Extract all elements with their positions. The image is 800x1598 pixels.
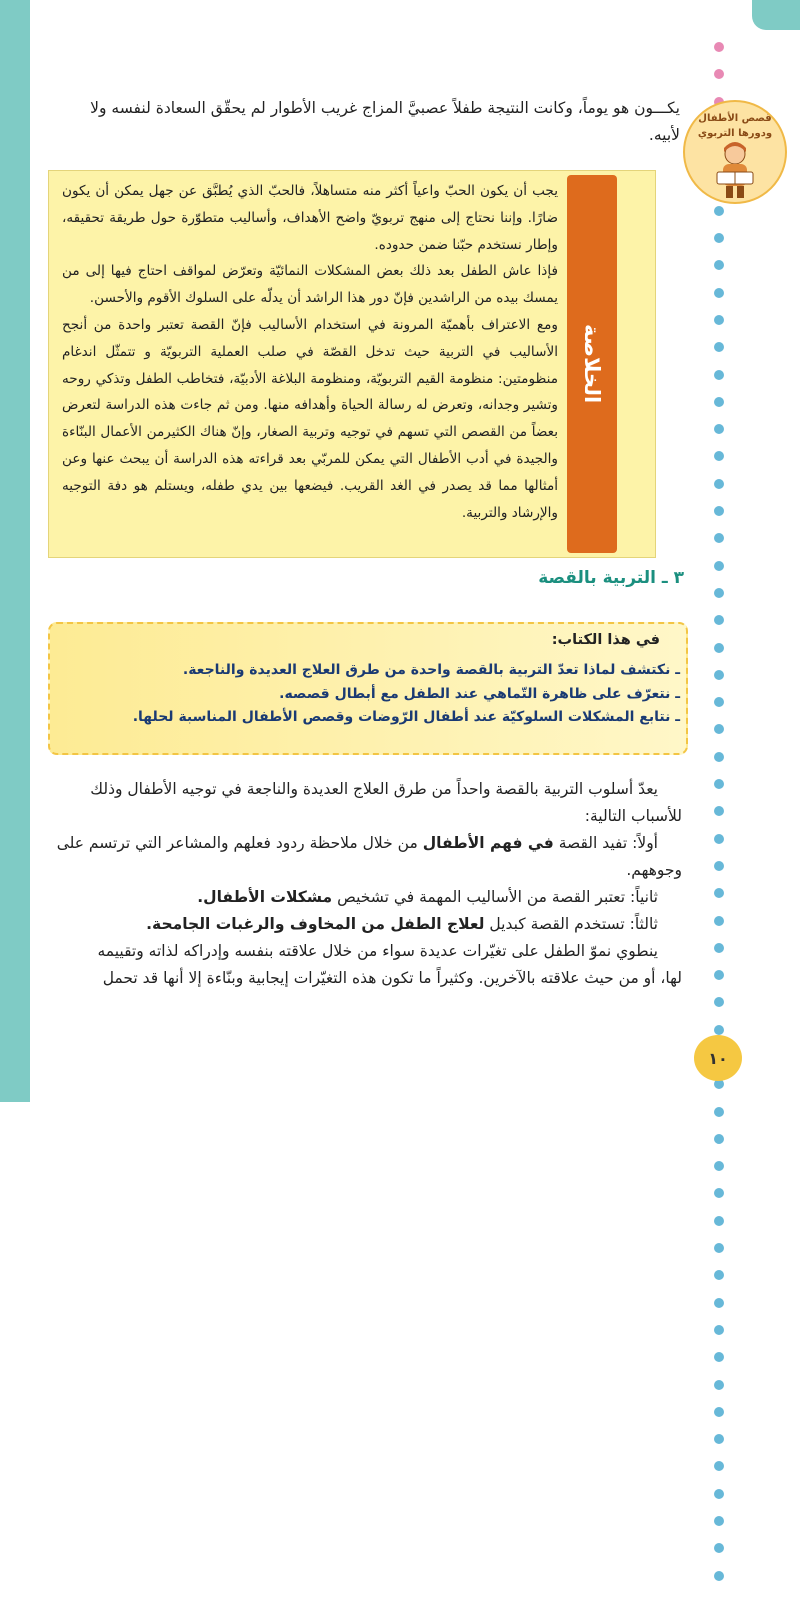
margin-dot: [714, 561, 724, 571]
reason-first-rest: من خلال ملاحظة ردود فعلهم والمشاعر التي ترتسم على: [56, 834, 423, 852]
margin-dot: [714, 615, 724, 625]
margin-dot: [714, 724, 724, 734]
objective-item: ـ نتابع المشكلات السلوكيّة عند أطفال الرّوضات وقصص الأطفال المناسبة لحلها.: [132, 709, 680, 725]
margin-dot: [714, 1243, 724, 1253]
margin-dot: [714, 1461, 724, 1471]
margin-dot: [714, 1380, 724, 1390]
margin-dot: [714, 943, 724, 953]
margin-dot: [714, 506, 724, 516]
body-para2-line2: لها، أو من حيث علاقته بالآخرين. وكثيراً ما تكون هذه التغيّرات إيجابية وبنّاءة إلا أنها قد تحمل: [102, 969, 682, 987]
margin-dot: [714, 1107, 724, 1117]
margin-dot: [714, 997, 724, 1007]
margin-dot: [714, 206, 724, 216]
body-para1-line2: للأسباب التالية:: [584, 807, 682, 825]
reason-second: [40, 884, 682, 911]
margin-dot: [714, 1216, 724, 1226]
page-number: ١٠: [694, 1035, 742, 1081]
margin-dot: [714, 42, 724, 52]
margin-dot: [714, 1571, 724, 1581]
margin-dot: [714, 1489, 724, 1499]
logo-title: [685, 111, 785, 141]
margin-dot: [714, 834, 724, 844]
reason-first: [40, 830, 682, 857]
margin-dot: [714, 1543, 724, 1553]
margin-dot: [714, 970, 724, 980]
dotted-margin: [714, 42, 724, 1598]
child-reading-icon: [711, 140, 759, 202]
section-heading: ٣ ـ التربية بالقصة: [538, 568, 684, 588]
margin-dot: [714, 1025, 724, 1035]
body-para2-line1: ينطوي نموّ الطفل على تغيّرات عديدة سواء من خلال علاقته بنفسه وإدراكه لذاته وتقييمه: [97, 942, 658, 960]
margin-dot: [714, 697, 724, 707]
margin-dot: [714, 233, 724, 243]
margin-dot: [714, 1188, 724, 1198]
summary-paragraph-2: فإذا عاش الطفل بعد ذلك بعض المشكلات النمائيّة وتعرّض لمواقف احتاج فيها إلى من يمسك بيده من الراشدين فإنّ دور هذا الراشد أن يدلّه على السلوك الأقوم والأحسن.: [62, 263, 558, 307]
margin-dot: [714, 588, 724, 598]
body-text: [40, 776, 682, 992]
summary-paragraph-3: ومع الاعتراف بأهميّة المرونة في استخدام الأساليب فإنّ القصة تعتبر واحدة من أنجح الأساليب في التربية حيث تدخل القصّة في صلب العملية التربويّة و تتمثّل اندغام منظومتين: منظومة القيم التربويّة، ومنظومة البلاغة الأدبيّة، فتخاطب الطفل وتذكي روحه وتشير وجدانه، وتعرض له رسالة الحياة وأهدافه منها. ومن ثم جاءت هذه الدراسة لتعرض بعضاً من القصص التي تسهم في توجيه وتربية الصغار، وإنّ هناك الكثيرمن الأعمال البنّاءة والجيدة في أدب الأطفال التي يمكن للمربّي بعد قراءته هذه الدراسة أن يبحث عنها وعن أمثالها مما قد يصدر في الغد القريب. فيضعها بين يدي طفله، ويستلم هو دفة التوجيه والإرشاد والتربية.: [62, 316, 558, 521]
top-right-tab: [752, 0, 800, 30]
objective-item: ـ نكتشف لماذا تعدّ التربية بالقصة واحدة من طرق العلاج العديدة والناجعة.: [182, 662, 680, 678]
margin-dot: [714, 779, 724, 789]
intro-paragraph: [60, 95, 680, 149]
margin-dot: [714, 451, 724, 461]
margin-dot: [714, 342, 724, 352]
summary-text: [62, 178, 558, 526]
objectives-list: [80, 659, 680, 730]
reason-third-bold: لعلاج الطفل من المخاوف والرغبات الجامحة.: [146, 915, 485, 933]
margin-dot: [714, 916, 724, 926]
margin-dot: [714, 1516, 724, 1526]
margin-dot: [714, 315, 724, 325]
body-para1-line1: يعدّ أسلوب التربية بالقصة واحداً من طرق العلاج العديدة والناجعة في توجيه الأطفال وذلك: [90, 780, 658, 798]
reason-first-prefix: أولاً: تفيد القصة: [553, 834, 658, 852]
summary-paragraph-1: يجب أن يكون الحبّ واعياً أكثر منه متساهلاً، فالحبّ الذي يُطبَّق عن جهل يمكن أن يكون ضارًا. وإننا نحتاج إلى منهج تربويّ واضح الأهداف، وأساليب متطوّرة حول طريقة تحقيقه، وإطار نستخدم حبّنا ضمن حدوده.: [62, 183, 558, 253]
margin-dot: [714, 1352, 724, 1362]
logo-title-line1: قصص الأطفال: [698, 113, 772, 124]
summary-label-text: الخلاصة: [580, 324, 604, 404]
reason-third-prefix: ثالثاً: تستخدم القصة كبديل: [484, 915, 658, 933]
margin-dot: [714, 1161, 724, 1171]
margin-dot: [714, 533, 724, 543]
reason-first-bold: في فهم الأطفال: [422, 834, 554, 852]
margin-dot: [714, 288, 724, 298]
margin-dot: [714, 479, 724, 489]
margin-dot: [714, 670, 724, 680]
series-logo: [683, 100, 787, 204]
margin-dot: [714, 1407, 724, 1417]
reason-first-line2: وجوههم.: [626, 861, 682, 879]
margin-dot: [714, 806, 724, 816]
margin-dot: [714, 69, 724, 79]
objectives-title: في هذا الكتاب:: [551, 632, 660, 648]
objective-item: ـ نتعرّف على ظاهرة التّماهي عند الطفل مع أبطال قصصه.: [279, 685, 680, 702]
intro-line-1: يكـــون هو يوماً، وكانت النتيجة طفلاً عصبيَّ المزاج غريب الأطوار لم يحقّق السعادة لنفسه ولا: [90, 99, 680, 117]
reason-third: [40, 911, 682, 938]
margin-dot: [714, 752, 724, 762]
margin-dot: [714, 397, 724, 407]
intro-line-2: لأبيه.: [648, 126, 680, 144]
margin-dot: [714, 1270, 724, 1280]
margin-dot: [714, 1325, 724, 1335]
margin-dot: [714, 643, 724, 653]
margin-dot: [714, 370, 724, 380]
reason-second-prefix: ثانياً: تعتبر القصة من الأساليب المهمة في تشخيص: [332, 888, 658, 906]
summary-label: [567, 175, 617, 553]
logo-title-line2: ودورها التربوي: [697, 128, 773, 139]
margin-dot: [714, 260, 724, 270]
margin-dot: [714, 861, 724, 871]
margin-dot: [714, 1298, 724, 1308]
margin-dot: [714, 1434, 724, 1444]
margin-dot: [714, 888, 724, 898]
left-decorative-bar: [0, 0, 30, 1102]
margin-dot: [714, 424, 724, 434]
margin-dot: [714, 1134, 724, 1144]
reason-second-bold: مشكلات الأطفال.: [197, 888, 333, 906]
